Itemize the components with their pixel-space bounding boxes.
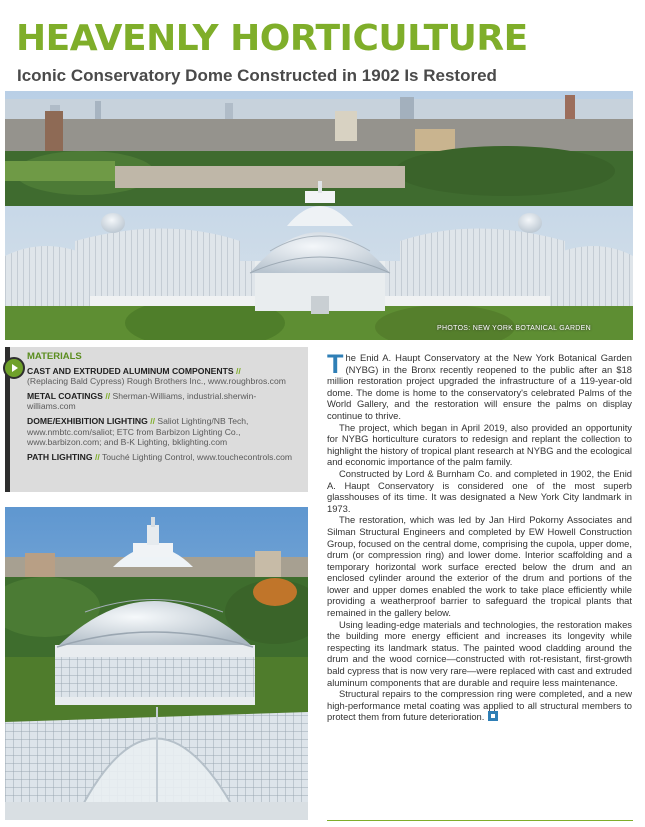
- materials-entry: [27, 391, 300, 412]
- materials-label: METAL COATINGS: [27, 390, 103, 401]
- article-paragraph: The restoration, which was led by Jan Hird Pokorny Associates and Silman Structural Engineers and completed by EW Howell Construction Group, focused on the central dome, comprising the cupola, upper dome, drum (or compression ring) and lower dome. Interior scaffolding and a temporary horizontal work surface erected below the drum and an enclosed cylinder around the exterior of the drum and portions of the lower and upper domes enabled the work to take place efficiently while providing a weatherproof barrier to safeguard the tropical plants that remained in the gallery below.: [327, 514, 632, 619]
- article-paragraph: Structural repairs to the compression ring were completed, and a new high-performance metal coating was applied to all structural members to protect them from future deterioration.: [327, 688, 632, 723]
- headline: HEAVENLY HORTICULTURE: [16, 18, 528, 59]
- end-mark-icon: [488, 711, 498, 721]
- materials-separator: //: [94, 451, 100, 462]
- arrow-icon: [3, 357, 25, 379]
- materials-separator: //: [235, 365, 241, 376]
- drop-cap: T: [327, 349, 344, 379]
- materials-entry: [27, 366, 300, 387]
- materials-text: (Replacing Bald Cypress) Rough Brothers Inc., www.roughbros.com: [27, 376, 286, 387]
- materials-text: Saliot Lighting/NB Tech, www.nmbtc.com/saliot; ETC from Barbizon Lighting Co., www.barbizon.com; and B-K Lighting, bklighting.com: [27, 415, 249, 448]
- materials-sidebar: [5, 347, 308, 492]
- materials-text: Sherman-Williams, industrial.sherwin-williams.com: [27, 390, 257, 412]
- materials-separator: //: [150, 415, 155, 426]
- materials-separator: //: [105, 390, 111, 401]
- materials-text: Touché Lighting Control, www.touchecontrols.com: [101, 451, 293, 462]
- materials-label: DOME/EXHIBITION LIGHTING: [27, 415, 148, 426]
- dome-photo: [5, 507, 308, 820]
- materials-label: CAST AND EXTRUDED ALUMINUM COMPONENTS: [27, 365, 234, 376]
- article-body: [327, 349, 632, 723]
- materials-entry: [27, 452, 300, 463]
- bottom-rule: [327, 820, 633, 821]
- article-paragraph: The project, which began in April 2019, also provided an opportunity for NYBG horticulture curators to redesign and replant the collection to highlight the history of tropical plant research at NYBG and the ecological and economic importance of the palm family.: [327, 421, 632, 468]
- article-paragraph: Using leading-edge materials and technologies, the restoration makes the building more energy efficient and increases its longevity while respecting its landmark status. The painted wood cladding around the drum and the wood cornice—constructed with rot-resistant, first-growth bald cypress that is now very rare—were replaced with cast and extruded aluminum components that are durable and require less maintenance.: [327, 618, 632, 688]
- subheadline: Iconic Conservatory Dome Constructed in 1902 Is Restored: [17, 66, 497, 85]
- materials-label: PATH LIGHTING: [27, 451, 93, 462]
- materials-entry: [27, 416, 300, 448]
- hero-photo: [5, 91, 633, 340]
- materials-heading: MATERIALS: [27, 351, 82, 362]
- article-paragraph: The Enid A. Haupt Conservatory at the New York Botanical Garden (NYBG) in the Bronx recently reopened to the public after an $18 million restoration project upgraded the infrastructure of a 119-year-old dome. The dome is home to the conservatory's celebrated Palms of the World Gallery, and the restoration will ensure the palms on display continue to thrive.: [327, 349, 632, 421]
- photo-credit: PHOTOS: NEW YORK BOTANICAL GARDEN: [437, 325, 591, 332]
- article-paragraph: Constructed by Lord & Burnham Co. and completed in 1902, the Enid A. Haupt Conservatory is considered one of the most superb glasshouses of its time. It was designated a New York City landmark in 1973.: [327, 467, 632, 514]
